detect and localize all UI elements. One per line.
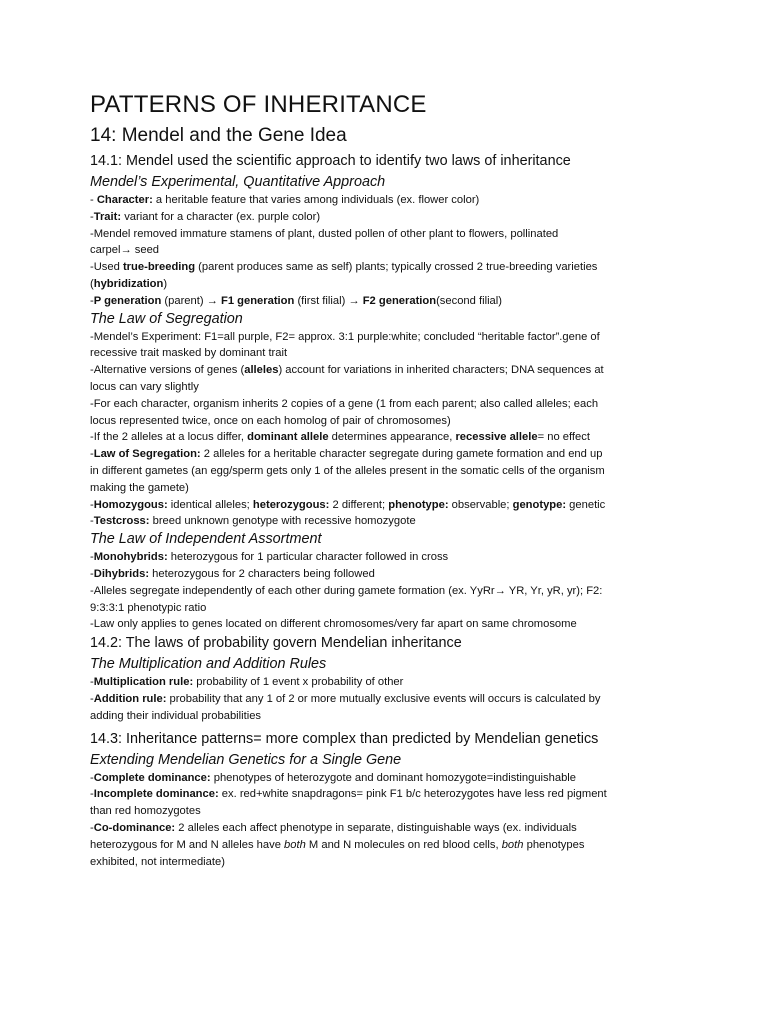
section-heading-14-2: 14.2: The laws of probability govern Mendelian inheritance xyxy=(90,635,462,652)
text-line: carpel→ seed xyxy=(90,244,160,257)
text-line: -Mendel’s Experiment: F1=all purple, F2= approx. 3:1 purple:white; concluded “heritable factor”.gene of xyxy=(90,330,600,343)
text-line: -For each character, organism inherits 2 copies of a gene (1 from each parent; also called alleles; each xyxy=(90,397,599,410)
text-line: -Testcross: breed unknown genotype with recessive homozygote xyxy=(90,515,416,528)
text-line: -Alternative versions of genes (alleles) account for variations in inherited characters; DNA sequences at xyxy=(90,364,604,377)
text-line: making the gamete) xyxy=(90,481,189,494)
text-line: (hybridization) xyxy=(90,277,168,290)
text-line: -Monohybrids: heterozygous for 1 particular character followed in cross xyxy=(90,551,449,564)
text-line: -Alleles segregate independently of each other during gamete formation (ex. YyRr→ YR, Yr, yR, yr); F2: xyxy=(90,584,603,597)
text-line: -Used true-breeding (parent produces same as self) plants; typically crossed 2 true-breeding varieties xyxy=(90,261,598,274)
text-line: than red homozygotes xyxy=(90,805,201,818)
text-line: in different gametes (an egg/sperm gets only 1 of the alleles present in the somatic cells of the organism xyxy=(90,464,605,477)
text-line: -Mendel removed immature stamens of plant, dusted pollen of other plant to flowers, pollinated xyxy=(90,227,559,240)
subsection-heading: The Law of Independent Assortment xyxy=(90,531,322,548)
chapter-heading: 14: Mendel and the Gene Idea xyxy=(90,125,347,146)
text-line: exhibited, not intermediate) xyxy=(90,855,225,868)
text-line: 9:3:3:1 phenotypic ratio xyxy=(90,601,207,614)
text-line: -Dihybrids: heterozygous for 2 characters being followed xyxy=(90,567,375,580)
subsection-heading: Extending Mendelian Genetics for a Single Gene xyxy=(90,751,402,768)
text-line: -Law only applies to genes located on different chromosomes/very far apart on same chromosome xyxy=(90,618,577,631)
text-line: -Multiplication rule: probability of 1 event x probability of other xyxy=(90,676,404,689)
page-title: PATTERNS OF INHERITANCE xyxy=(90,91,427,118)
text-line: locus represented twice, once on each homolog of pair of chromosomes) xyxy=(90,414,451,427)
subsection-heading: Mendel’s Experimental, Quantitative Approach xyxy=(90,174,386,190)
text-line: -Complete dominance: phenotypes of heterozygote and dominant homozygote=indistinguishable xyxy=(90,771,577,784)
text-line: heterozygous for M and N alleles have both M and N molecules on red blood cells, both phenotypes xyxy=(90,838,585,851)
text-line: -If the 2 alleles at a locus differ, dominant allele determines appearance, recessive allele= no effect xyxy=(90,431,590,444)
text-line: -Co-dominance: 2 alleles each affect phenotype in separate, distinguishable ways (ex. individuals xyxy=(90,821,577,834)
text-line: -P generation (parent) → F1 generation (first filial) → F2 generation(second filial) xyxy=(90,294,502,307)
text-line: -Law of Segregation: 2 alleles for a heritable character segregate during gamete formation and end up xyxy=(90,448,603,461)
text-line: -Homozygous: identical alleles; heterozygous: 2 different; phenotype: observable; genotype: genetic xyxy=(90,498,606,511)
section-heading-14-3: 14.3: Inheritance patterns= more complex than predicted by Mendelian genetics xyxy=(90,730,599,747)
text-line: recessive trait masked by dominant trait xyxy=(90,347,288,360)
text-line: -Trait: variant for a character (ex. purple color) xyxy=(90,210,321,223)
text-line: locus can vary slightly xyxy=(90,380,199,393)
text-line: adding their individual probabilities xyxy=(90,709,262,722)
text-line: - Character: a heritable feature that varies among individuals (ex. flower color) xyxy=(90,194,480,206)
subsection-heading: The Law of Segregation xyxy=(90,310,243,327)
section-heading-14-1: 14.1: Mendel used the scientific approach to identify two laws of inheritance xyxy=(90,153,571,169)
text-line: -Incomplete dominance: ex. red+white snapdragons= pink F1 b/c heterozygotes have less red pigment xyxy=(90,788,607,801)
subsection-heading: The Multiplication and Addition Rules xyxy=(90,656,327,673)
text-line: -Addition rule: probability that any 1 of 2 or more mutually exclusive events will occurs is calculated by xyxy=(90,692,601,705)
